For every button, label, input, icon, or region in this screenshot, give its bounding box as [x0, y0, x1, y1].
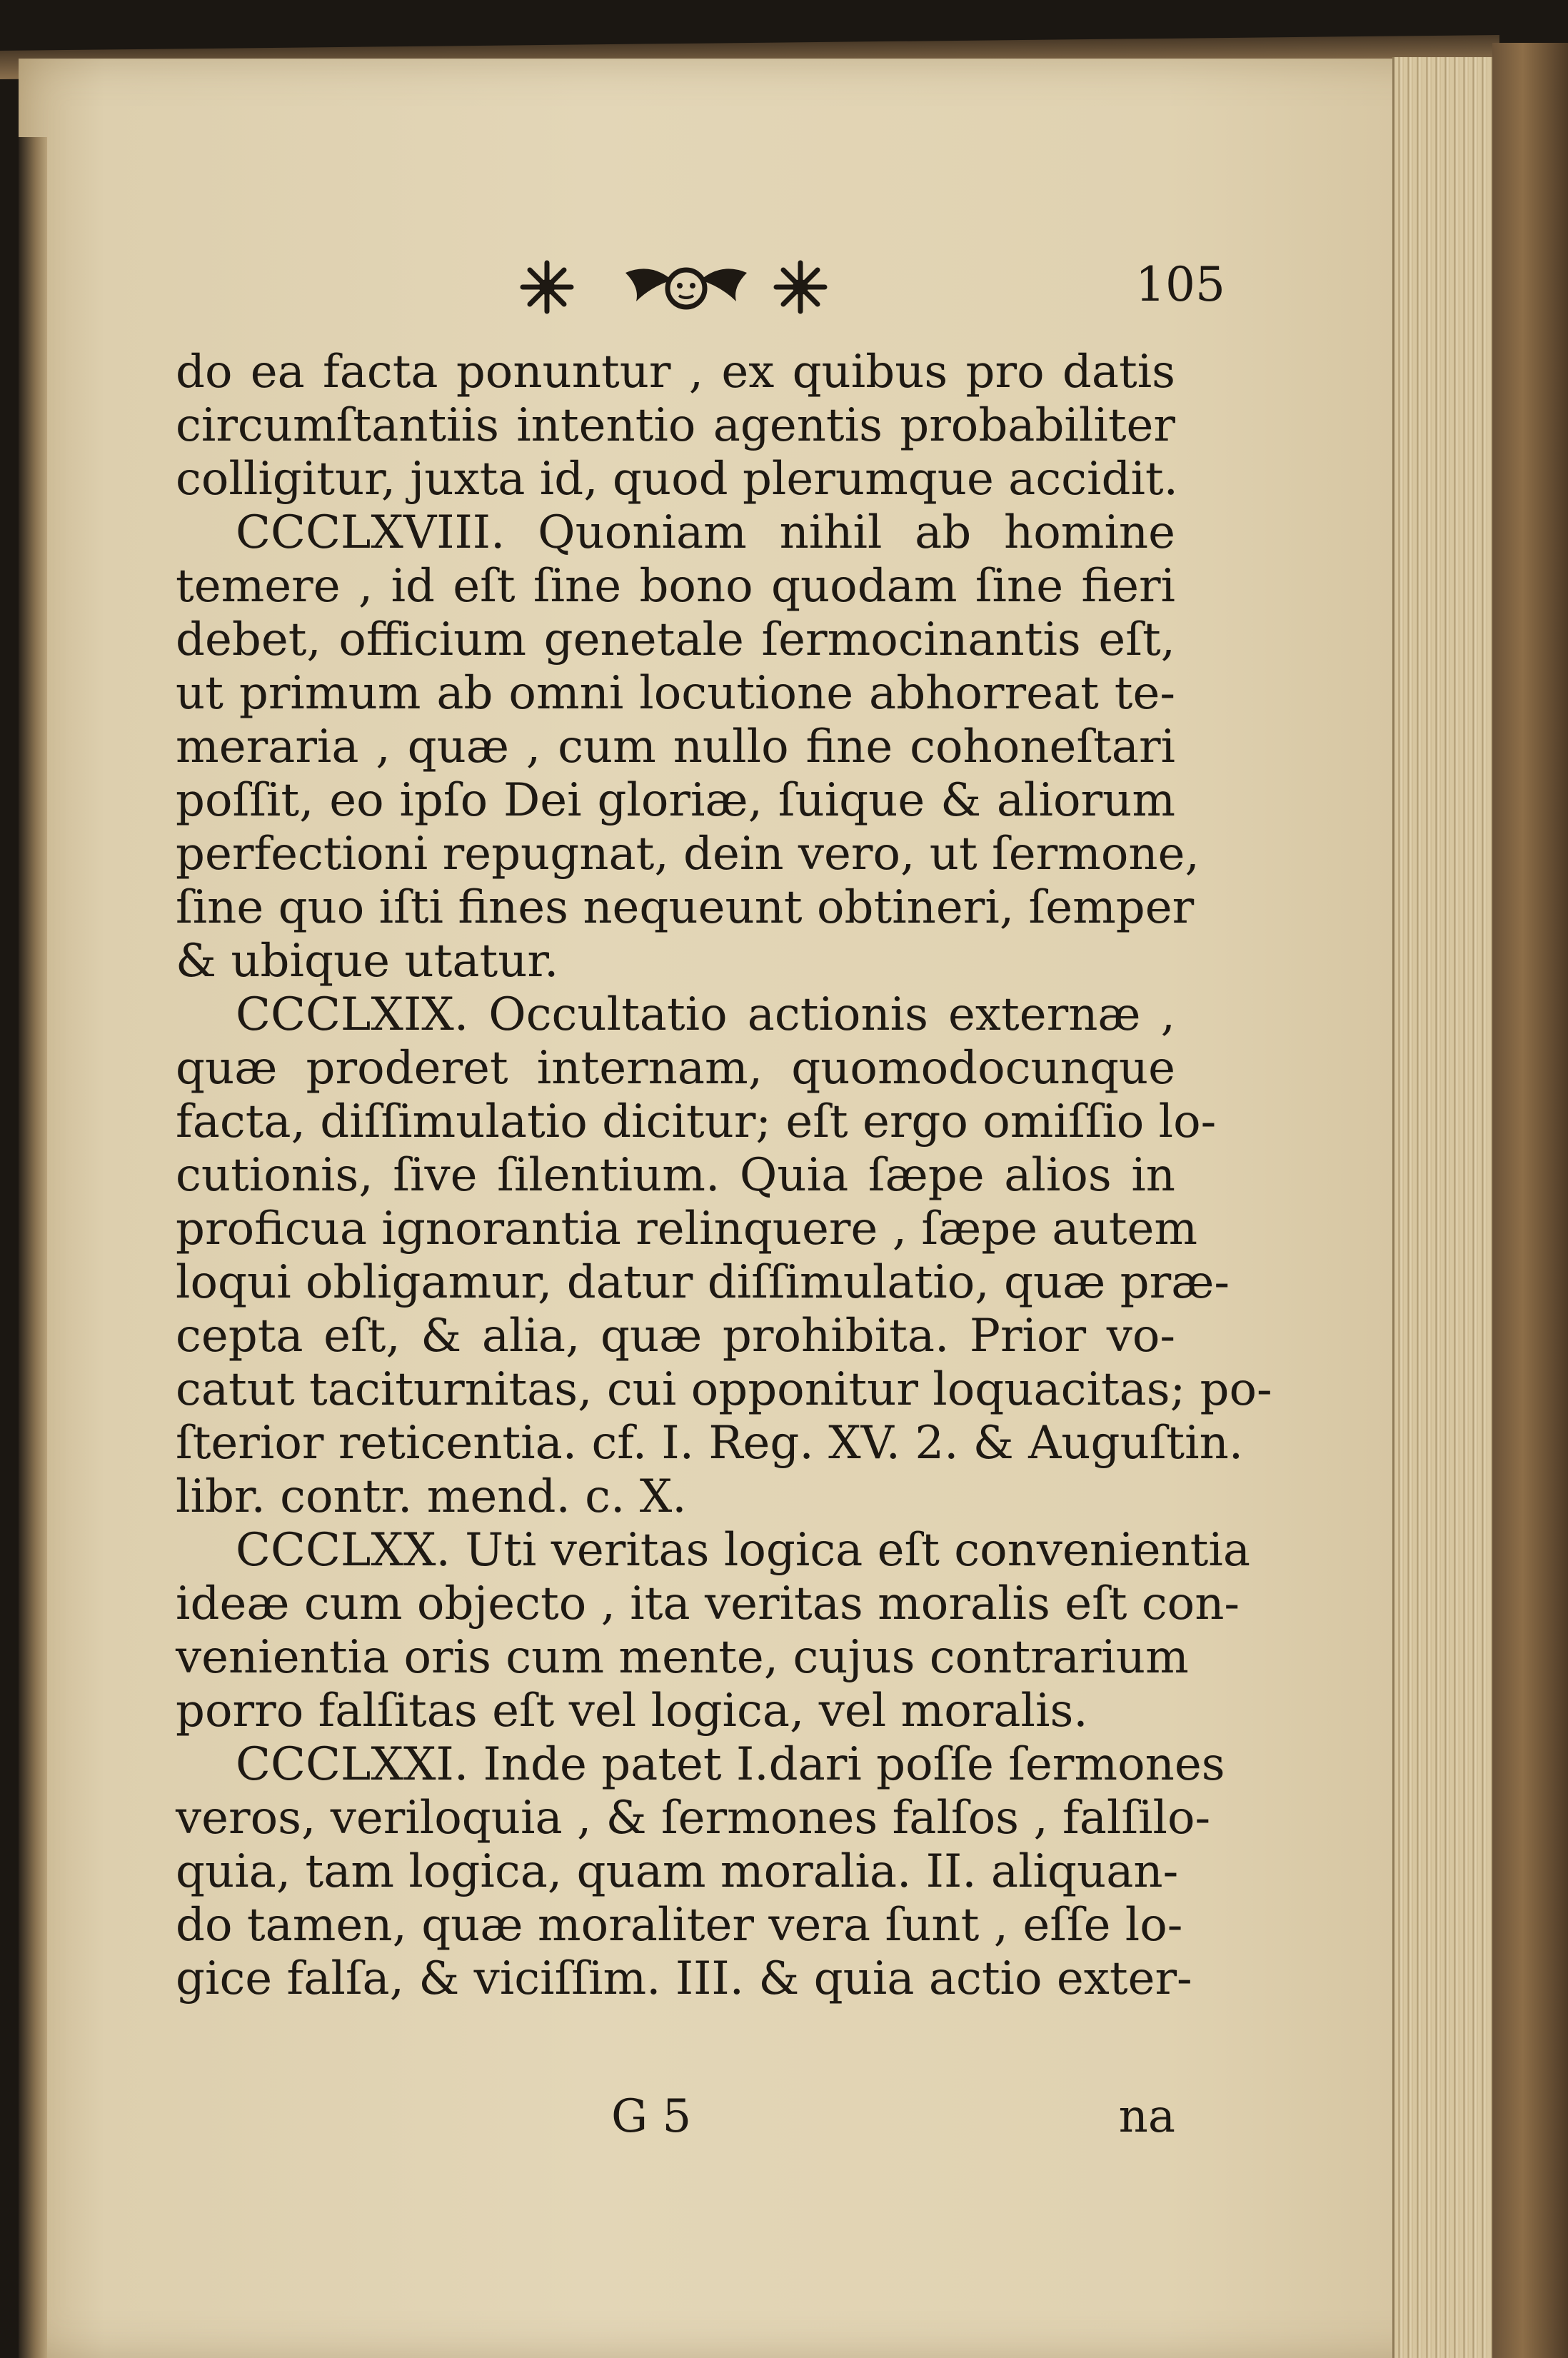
text-line: porro falſitas eſt vel logica, vel moralis. — [176, 1685, 1088, 1737]
text-line: loqui obligamur, datur diſſimulatio, quæ præ- — [176, 1256, 1230, 1309]
page-header — [518, 251, 1268, 330]
cherub-head-icon — [622, 259, 750, 316]
page-footer — [176, 2090, 1175, 2147]
catchword: na — [1118, 2090, 1175, 2143]
text-line: & ubique utatur. — [176, 935, 559, 988]
paragraph-start-370: CCCLXX. Uti veritas logica eſt convenientia — [236, 1524, 1250, 1577]
text-line: do tamen, quæ moraliter vera ſunt , eſſe lo- — [176, 1899, 1183, 1952]
paragraph-start-371: CCCLXXI. Inde patet I.dari poſſe ſermones — [236, 1738, 1225, 1791]
body-text — [176, 346, 1272, 2006]
text-line: ſine quo iſti fines nequeunt obtineri, ſemper — [176, 881, 1195, 934]
text-line: quæ proderet internam, quomodocunque — [176, 1042, 1175, 1095]
signature-mark: G 5 — [611, 2090, 692, 2143]
text-line: cepta eſt, & alia, quæ prohibita. Prior vo- — [176, 1310, 1175, 1363]
text-line: quia, tam logica, quam moralia. II. aliquan- — [176, 1845, 1179, 1898]
page-number: 105 — [1135, 257, 1225, 312]
page-fore-edge — [1392, 57, 1505, 2358]
text-line: facta, diſſimulatio dicitur; eſt ergo omiſſio lo- — [176, 1095, 1217, 1148]
text-line: gice falſa, & viciſſim. III. & quia actio exter- — [176, 1952, 1192, 2005]
fleuron-left-icon — [518, 259, 576, 316]
text-line: catut taciturnitas, cui opponitur loquacitas; po- — [176, 1363, 1272, 1416]
text-line: ideæ cum objecto , ita veritas moralis eſt con- — [176, 1577, 1240, 1630]
text-line: debet, officium genetale ſermocinantis eſt, — [176, 613, 1175, 666]
text-line: meraria , quæ , cum nullo fine cohoneſtari — [176, 721, 1175, 773]
text-line: proficua ignorantia relinquere , ſæpe autem — [176, 1203, 1198, 1255]
text-line: ut primum ab omni locutione abhorreat te- — [176, 667, 1175, 720]
page — [19, 59, 1449, 2358]
book-cover-edge — [1492, 43, 1568, 2358]
text-line: do ea facta ponuntur , ex quibus pro datis — [176, 346, 1175, 398]
fleuron-right-icon — [772, 259, 829, 316]
text-line: perfectioni repugnat, dein vero, ut ſermone, — [176, 828, 1200, 881]
text-line: colligitur, juxta id, quod plerumque accidit. — [176, 453, 1178, 506]
paragraph-start-368: CCCLXVIII. Quoniam nihil ab homine — [236, 506, 1175, 559]
text-line: ſterior reticentia. cf. I. Reg. XV. 2. & Auguſtin. — [176, 1417, 1244, 1470]
text-line: veros, veriloquia , & ſermones falſos , falſilo- — [176, 1792, 1211, 1845]
gutter-edge — [19, 137, 47, 2358]
paragraph-start-369: CCCLXIX. Occultatio actionis externæ , — [236, 988, 1175, 1041]
text-line: temere , id eſt ſine bono quodam ſine fieri — [176, 560, 1175, 613]
text-line: libr. contr. mend. c. X. — [176, 1470, 687, 1523]
text-line: poſſit, eo ipſo Dei gloriæ, ſuique & aliorum — [176, 774, 1175, 827]
text-line: circumſtantiis intentio agentis probabiliter — [176, 399, 1175, 452]
text-line: venientia oris cum mente, cujus contrarium — [176, 1631, 1189, 1684]
text-line: cutionis, ſive ſilentium. Quia ſæpe alios in — [176, 1149, 1175, 1202]
